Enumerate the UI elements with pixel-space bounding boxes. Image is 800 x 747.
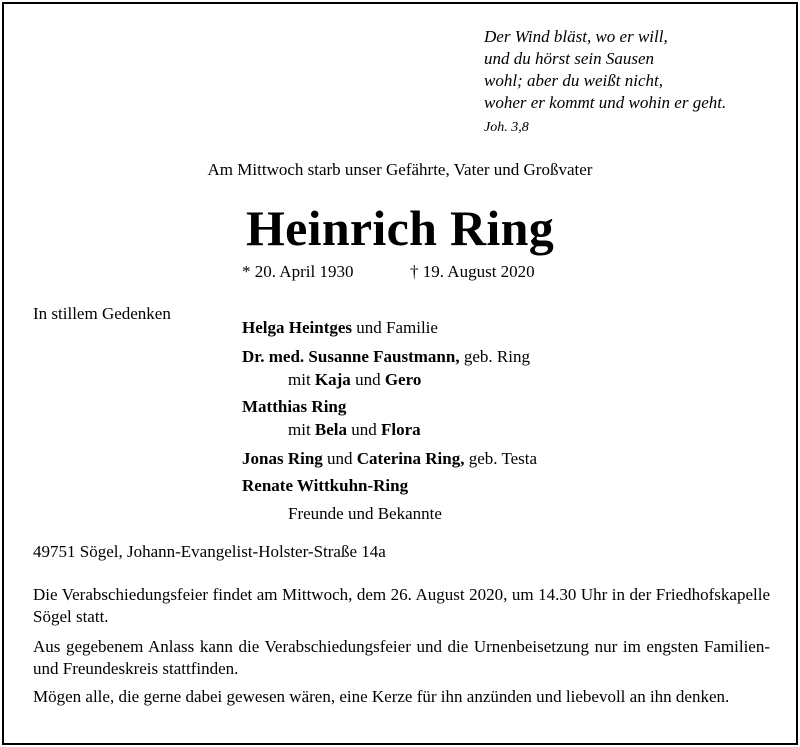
mourner-name: Jonas Ring — [242, 449, 323, 468]
address-text: 49751 Sögel, Johann-Evangelist-Holster-Straße 14a — [33, 542, 386, 561]
restriction-paragraph: Aus gegebenem Anlass kann die Verabschiedungsfeier und die Urnenbeisetzung nur im engsten Familien- und Freundeskreis stattfinden. — [33, 637, 770, 678]
mourner-connector: und — [322, 449, 357, 468]
mourner-line — [242, 449, 537, 469]
mourner-prefix: mit — [288, 370, 315, 389]
mourner-line — [288, 370, 421, 390]
bible-verse — [484, 26, 726, 114]
mourner-name: Caterina Ring, — [356, 449, 465, 468]
mourner-line — [242, 397, 346, 417]
mourner-suffix: Freunde und Bekannte — [288, 504, 442, 523]
mourner-name: Matthias Ring — [242, 397, 347, 416]
mourner-line — [288, 504, 442, 524]
birth-date: * 20. April 1930 — [242, 262, 354, 281]
mourner-suffix: geb. Testa — [464, 449, 538, 468]
mourner-line — [242, 347, 530, 367]
mourner-name: Bela — [314, 420, 348, 439]
mourner-suffix: geb. Ring — [459, 347, 530, 366]
deceased-name: Heinrich Ring — [245, 200, 555, 256]
mourner-name: Kaja — [314, 370, 351, 389]
verse-line: woher er kommt und wohin er geht. — [484, 93, 727, 112]
mourner-name: Helga Heintges — [242, 318, 353, 337]
mourner-line — [288, 420, 421, 440]
verse-line: und du hörst sein Sausen — [484, 49, 654, 68]
mourner-connector: und — [347, 420, 382, 439]
ceremony-paragraph: Die Verabschiedungsfeier findet am Mittwoch, dem 26. August 2020, um 14.30 Uhr in der Friedhofskapelle Sögel statt. — [33, 585, 770, 626]
verse-reference: Joh. 3,8 — [484, 120, 529, 135]
candle-paragraph: Mögen alle, die gerne dabei gewesen wären, eine Kerze für ihn anzünden und liebevoll an ihn denken. — [33, 687, 730, 706]
remembrance-text: In stillem Gedenken — [33, 304, 171, 323]
mourner-connector: und — [350, 370, 385, 389]
mourner-name: Dr. med. Susanne Faustmann, — [242, 347, 460, 366]
verse-line: Der Wind bläst, wo er will, — [484, 27, 668, 46]
mourner-name: Renate Wittkuhn-Ring — [242, 476, 409, 495]
death-date: † 19. August 2020 — [410, 262, 535, 281]
mourner-name: Flora — [381, 420, 421, 439]
mourner-name: Gero — [384, 370, 422, 389]
mourner-line — [242, 476, 408, 496]
verse-line: wohl; aber du weißt nicht, — [484, 71, 663, 90]
announcement-text: Am Mittwoch starb unser Gefährte, Vater und Großvater — [207, 160, 593, 179]
mourner-line — [242, 318, 438, 338]
mourner-prefix: mit — [288, 420, 315, 439]
mourner-suffix: und Familie — [352, 318, 438, 337]
